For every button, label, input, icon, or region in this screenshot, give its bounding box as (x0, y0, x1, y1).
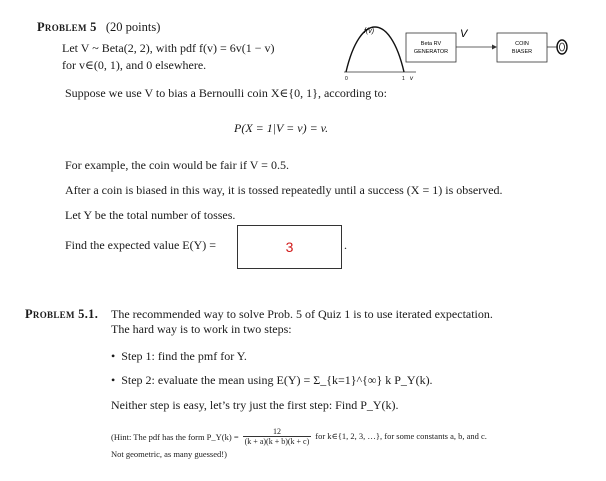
v-arrow-head (492, 45, 497, 50)
problem-5-line-2: for v∈(0, 1), and 0 elsewhere. (62, 58, 207, 72)
problem-5-1-line-2: The hard way is to work in two steps: (111, 322, 292, 336)
hint-line-2: Not geometric, as many guessed!) (111, 449, 227, 459)
axis-one-label: 1 (402, 76, 405, 82)
problem-5-line-3: Suppose we use V to bias a Bernoulli coin X∈{0, 1}, according to: (65, 86, 387, 100)
hint-formula (111, 427, 487, 446)
hint-prefix: (Hint: The pdf has the form P_Y(k) = (111, 431, 239, 442)
hint-fraction (243, 427, 312, 446)
problem-5-1-line-1: The recommended way to solve Prob. 5 of Quiz 1 is to use iterated expectation. (111, 307, 493, 321)
problem-5-line-6: Let Y be the total number of tosses. (65, 208, 236, 222)
bullet-step-1 (111, 349, 247, 364)
problem-5-heading (37, 20, 160, 35)
coin-biaser-box (497, 33, 547, 62)
v-arrow-label: V (460, 28, 468, 40)
problem-5-line-4: For example, the coin would be fair if V = 0.5. (65, 158, 289, 172)
problem-5-line-1: Let V ~ Beta(2, 2), with pdf f(v) = 6v(1 − v) (62, 41, 275, 55)
problem-5-question: Find the expected value E(Y) = (65, 238, 217, 252)
bullet-step-1-text: Step 1: find the pmf for Y. (121, 349, 247, 363)
beta-diagram (336, 20, 558, 82)
bullet-icon: • (111, 373, 116, 387)
answer-value: 3 (285, 239, 294, 255)
bullet-step-2 (111, 373, 433, 388)
generator-label-1: Beta RV (420, 41, 442, 47)
pdf-curve (346, 27, 404, 72)
pdf-label: f(v) (364, 28, 375, 35)
problem-5-line-5: After a coin is biased in this way, it is tossed repeatedly until a success (X = 1) is observed. (65, 183, 503, 197)
generator-label-2: GENERATOR (413, 49, 449, 55)
bullet-icon: • (111, 349, 116, 363)
bullet-step-2-text: Step 2: evaluate the mean using E(Y) = Σ_{k=1}^{∞} k P_Y(k). (121, 373, 433, 387)
problem-5-1-line-3: Neither step is easy, let’s try just the first step: Find P_Y(k). (111, 398, 399, 412)
coin-icon (555, 36, 569, 58)
answer-period: . (344, 238, 347, 252)
biaser-label-1: COIN (515, 41, 529, 47)
hint-suffix: for k∈{1, 2, 3, …}, for some constants a, b, and c. (315, 431, 487, 441)
problem-5-1-label: Problem 5.1. (25, 307, 99, 321)
problem-5-label: Problem 5 (37, 20, 97, 34)
answer-input[interactable] (237, 225, 342, 269)
hint-numerator: 12 (243, 427, 312, 437)
biaser-label-2: BIASER (511, 49, 533, 55)
problem-5-points: (20 points) (105, 20, 161, 34)
axis-v-label: v (410, 76, 413, 82)
hint-denominator: (k + a)(k + b)(k + c) (244, 437, 310, 446)
beta-rv-generator-box (406, 33, 456, 62)
problem-5-equation: P(X = 1|V = v) = v. (234, 121, 329, 135)
axis-zero-label: 0 (345, 76, 348, 82)
